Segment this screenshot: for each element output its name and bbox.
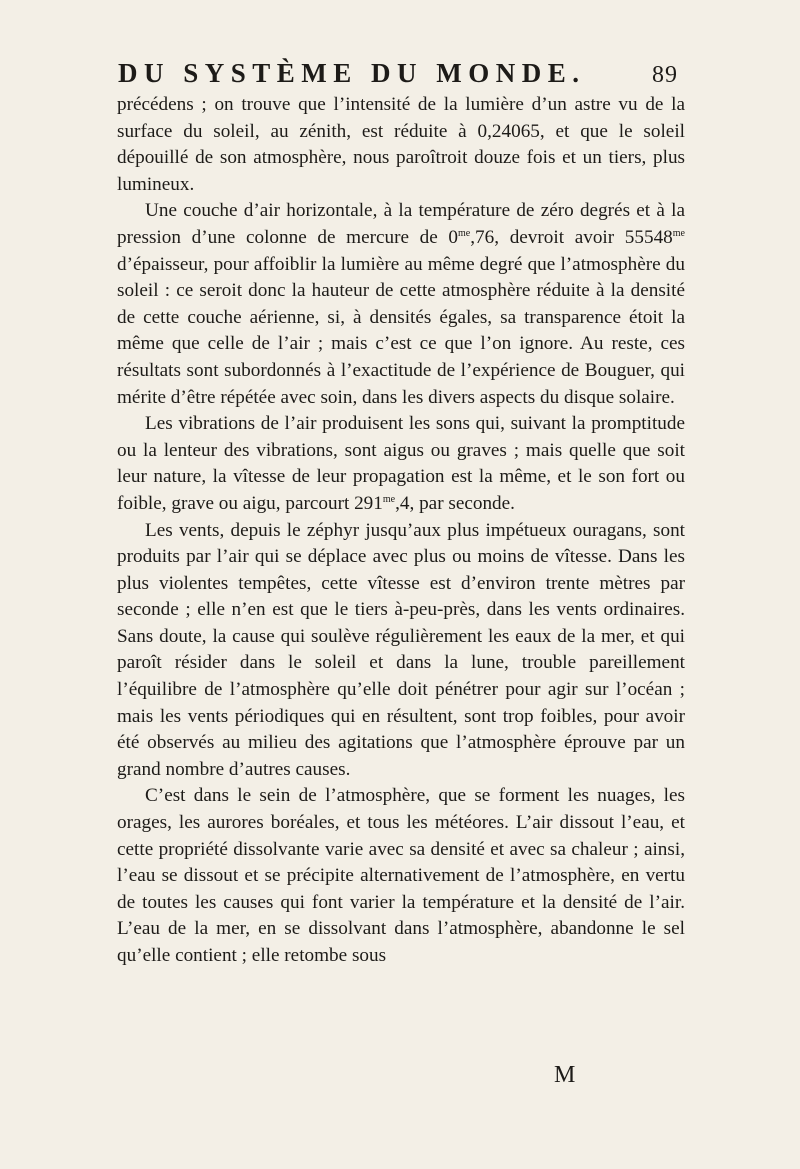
text-run: C’est dans le sein de l’atmosphère, que se forment les nuages, les orages, les aurores boréales, et tous les météores. L’air dissout l’eau, et cette propriété dissolvante varie avec sa densité et avec sa chaleur ; ainsi, l’eau se dissout et se précipite alternativement de l’atmosphère, en vertu de toutes les causes qui font varier la température et la densité de l’air. L’eau de la mer, en se dissolvant dans l’atmosphère, abandonne le sel qu’elle contient ; elle retombe sous	[117, 785, 685, 966]
paragraph	[117, 518, 685, 784]
text-run: Une couche d’air horizontale, à la température de zéro degrés et à la pression d’une colonne de mercure de 0	[117, 200, 685, 248]
unit-superscript: me	[382, 493, 396, 505]
body-text	[117, 92, 685, 970]
page-number: 89	[652, 62, 678, 88]
unit-superscript: me	[458, 227, 471, 239]
text-run: ,4, par seconde.	[395, 492, 515, 514]
unit-superscript: me	[672, 227, 685, 239]
running-title: DU SYSTÈME DU MONDE.	[118, 58, 586, 88]
text-run: Les vents, depuis le zéphyr jusqu’aux plus impétueux ouragans, sont produits par l’air qui se déplace avec plus ou moins de vîtesse. Dans les plus violentes tempêtes, cette vîtesse est d’environ trente mètres par seconde ; elle n’en est que le tiers à-peu-près, dans les vents ordinaires. Sans doute, la cause qui soulève régulièrement les eaux de la mer, et qui paroît résider dans le soleil et dans la lune, trouble pareillement l’équilibre de l’atmosphère qu’elle doit pénétrer pour agir sur l’océan ; mais les vents périodiques qui en résultent, sont trop foibles, pour avoir été observés au milieu des agitations que l’atmosphère éprouve par un grand nombre d’autres causes.	[117, 519, 685, 780]
text-run: d’épaisseur, pour affoiblir la lumière au même degré que l’atmosphère du soleil : ce seroit donc la hauteur de cette atmosphère réduite à la densité de cette couche aérienne, si, à densités égales, sa transparence étoit la même que celle de l’air ; mais c’est ce que l’on ignore. Au reste, ces résultats sont subordonnés à l’exactitude de l’expérience de Bouguer, qui mérite d’être répétée avec soin, dans les divers aspects du disque solaire.	[117, 253, 685, 408]
text-run: précédens ; on trouve que l’intensité de la lumière d’un astre vu de la surface du soleil, au zénith, est réduite à 0,24065, et que le soleil dépouillé de son atmosphère, nous paroîtroit douze fois et un tiers, plus lumineux.	[117, 94, 685, 195]
text-run: ,76, devroit avoir 55548	[470, 226, 673, 248]
running-head	[118, 58, 678, 89]
paragraph	[117, 411, 685, 517]
paragraph	[117, 198, 685, 411]
signature-mark: M	[554, 1062, 576, 1088]
paragraph	[117, 783, 685, 969]
paragraph	[117, 92, 685, 198]
text-run: Les vibrations de l’air produisent les sons qui, suivant la promptitude ou la lenteur des vibrations, sont aigus ou graves ; mais quelle que soit leur nature, la vîtesse de leur propagation est la même, et le son fort ou foible, grave ou aigu, parcourt 291	[117, 413, 685, 514]
